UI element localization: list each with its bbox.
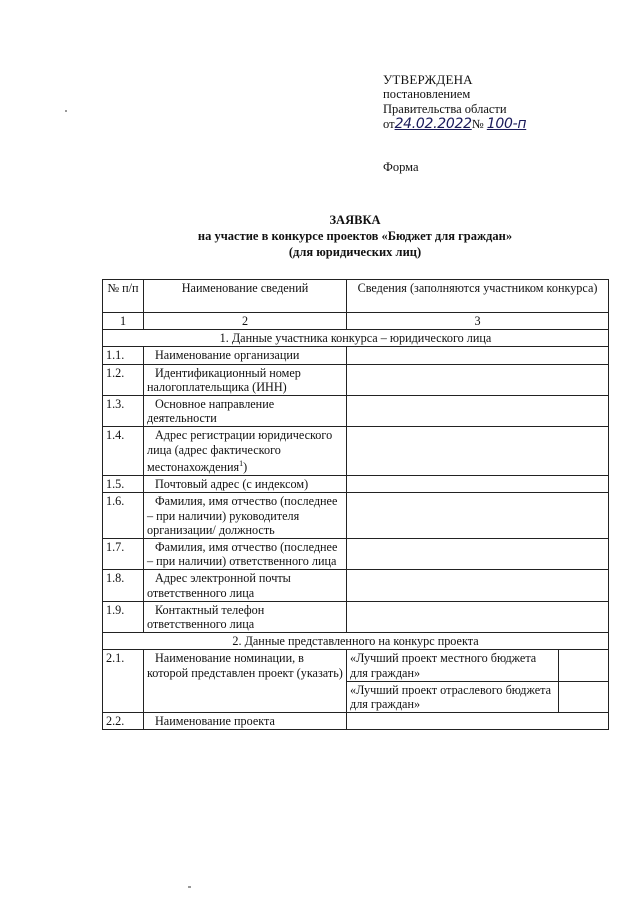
row-num: 1.7. [103, 538, 144, 569]
table-row [103, 364, 609, 395]
section-2-row [103, 633, 609, 650]
section-1-row [103, 330, 609, 347]
row-name: Фамилия, имя отчество (последнее – при наличии) руководителя организации/ должность [144, 493, 347, 539]
row-value-field[interactable] [347, 347, 609, 364]
table-row [103, 493, 609, 539]
footnote-marker: 1 [239, 458, 244, 468]
row-num: 1.5. [103, 476, 144, 493]
scan-speck [188, 886, 191, 888]
row-value-field[interactable] [347, 570, 609, 601]
approval-block [383, 72, 623, 132]
table-row [103, 427, 609, 476]
approval-date: 24.02.2022 [394, 116, 472, 132]
row-value-field[interactable] [347, 427, 609, 476]
row-name: Основное направление деятельности [144, 396, 347, 427]
row-value-field[interactable] [347, 713, 609, 730]
row-name [144, 427, 347, 476]
application-table [102, 279, 609, 730]
row-value-field[interactable] [347, 476, 609, 493]
row-name: Почтовый адрес (с индексом) [144, 476, 347, 493]
form-label: Форма [383, 160, 419, 174]
table-row [103, 396, 609, 427]
row-value-field[interactable] [347, 601, 609, 632]
table-row [103, 650, 609, 681]
approval-date-line [383, 117, 623, 132]
document-title [100, 212, 610, 260]
col-number-3: 3 [347, 313, 609, 330]
row-name-text: Адрес регистрации юридического лица (адрес фактического местонахождения [147, 428, 333, 474]
table-row [103, 570, 609, 601]
section-1-title: 1. Данные участника конкурса – юридического лица [103, 330, 609, 347]
row-value-field[interactable] [347, 396, 609, 427]
table-row [103, 476, 609, 493]
row-name: Наименование организации [144, 347, 347, 364]
approval-title: УТВЕРЖДЕНА [383, 72, 473, 87]
header-num: № п/п [103, 280, 144, 313]
approval-line-3: Правительства области [383, 102, 507, 116]
section-2-title: 2. Данные представленного на конкурс проекта [103, 633, 609, 650]
approval-number: 100-п [486, 116, 527, 132]
row-num: 2.2. [103, 713, 144, 730]
approval-line-2: постановлением [383, 87, 471, 101]
row-value-field[interactable] [347, 493, 609, 539]
row-name: Наименование номинации, в которой представлен проект (указать) [144, 650, 347, 713]
nomination-option-2-field[interactable] [559, 681, 609, 712]
row-name-tail: ) [243, 459, 248, 474]
row-num: 2.1. [103, 650, 144, 713]
row-num: 1.9. [103, 601, 144, 632]
column-number-row [103, 313, 609, 330]
row-name: Фамилия, имя отчество (последнее – при наличии) ответственного лица [144, 538, 347, 569]
title-line-3: (для юридических лиц) [288, 245, 422, 259]
nomination-option-2: «Лучший проект отраслевого бюджета для граждан» [347, 681, 559, 712]
row-name: Наименование проекта [144, 713, 347, 730]
row-name: Адрес электронной почты ответственного лица [144, 570, 347, 601]
col-number-2: 2 [144, 313, 347, 330]
nomination-option-1: «Лучший проект местного бюджета для граждан» [347, 650, 559, 681]
title-line-1: ЗАЯВКА [329, 213, 381, 227]
row-num: 1.3. [103, 396, 144, 427]
table-row [103, 601, 609, 632]
col-number-1: 1 [103, 313, 144, 330]
nomination-option-1-field[interactable] [559, 650, 609, 681]
header-name: Наименование сведений [144, 280, 347, 313]
table-header-row [103, 280, 609, 313]
row-num: 1.1. [103, 347, 144, 364]
row-name: Контактный телефон ответственного лица [144, 601, 347, 632]
row-value-field[interactable] [347, 538, 609, 569]
title-line-2: на участие в конкурсе проектов «Бюджет для граждан» [197, 229, 513, 243]
row-num: 1.8. [103, 570, 144, 601]
row-num: 1.4. [103, 427, 144, 476]
table-row [103, 538, 609, 569]
approval-number-prefix: № [471, 117, 484, 131]
scan-speck [65, 110, 67, 112]
table-row [103, 713, 609, 730]
row-name: Идентификационный номер налогоплательщика (ИНН) [144, 364, 347, 395]
row-num: 1.2. [103, 364, 144, 395]
header-info: Сведения (заполняются участником конкурса) [347, 280, 609, 313]
row-num: 1.6. [103, 493, 144, 539]
approval-from-prefix: от [383, 117, 395, 131]
table-row [103, 347, 609, 364]
row-value-field[interactable] [347, 364, 609, 395]
